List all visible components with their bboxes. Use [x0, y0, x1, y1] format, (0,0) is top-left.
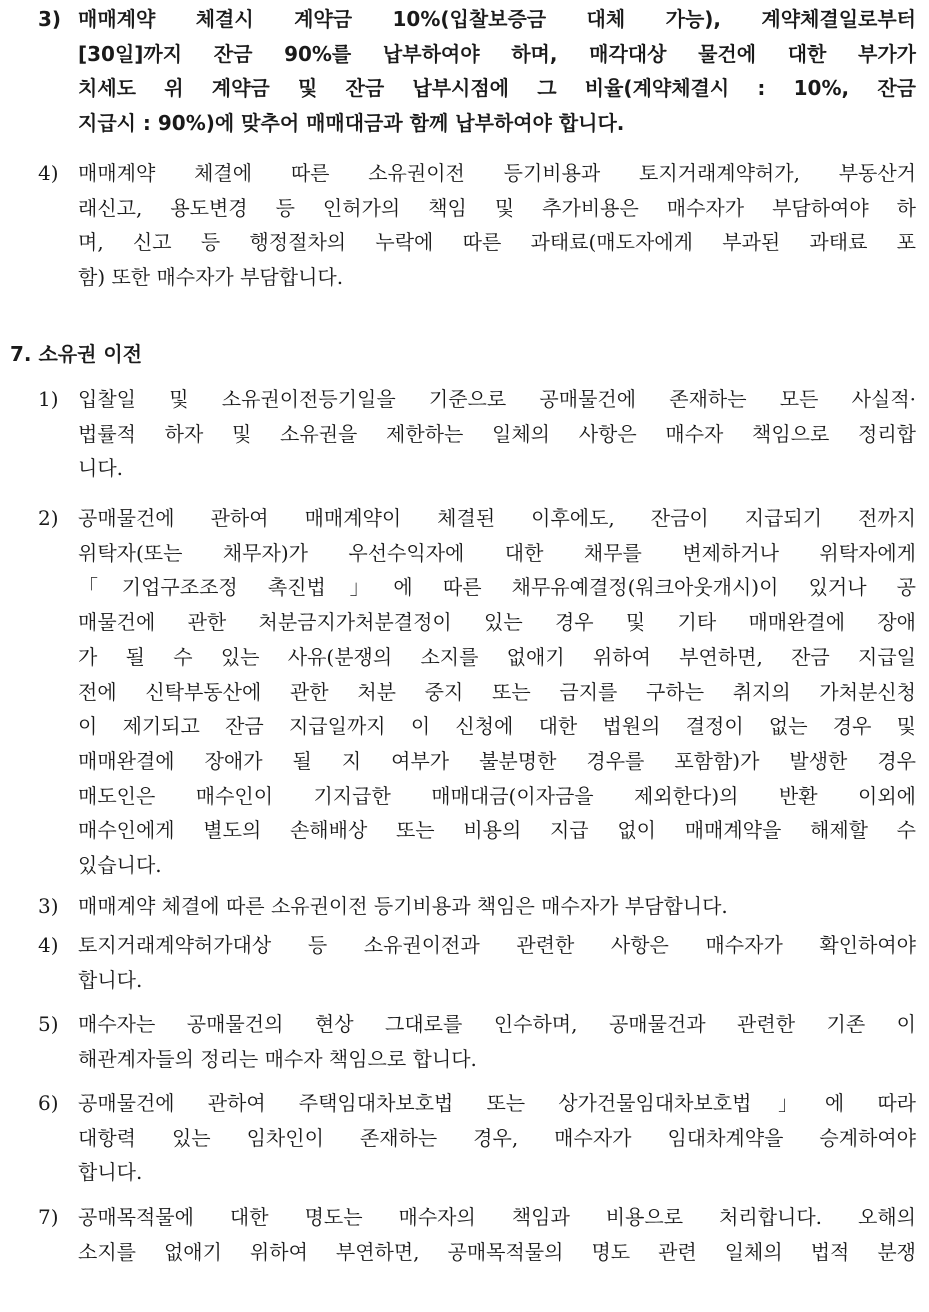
clause-number: 4): [38, 933, 59, 957]
clause-line: 니다.: [78, 456, 123, 481]
clause-line: 토지거래계약허가대상 등 소유권이전과 관련한 사항은 매수자가 확인하여야: [78, 933, 916, 957]
clause-line: 가 될 수 있는 사유(분쟁의 소지를 없애기 위하여 부연하면, 잔금 지급일: [78, 644, 916, 669]
clause-line: 래신고, 용도변경 등 인허가의 책임 및 추가비용은 매수자가 부담하여야 하: [78, 195, 916, 220]
section-heading: 7. 소유권 이전: [10, 342, 143, 366]
clause-line: 매매계약 체결에 따른 소유권이전 등기비용과 책임은 매수자가 부담합니다.: [78, 894, 728, 918]
section-clause-3: [38, 889, 916, 924]
clause-line: 합니다.: [78, 1160, 143, 1185]
clause-line: 매매계약 체결시 계약금 10%(입찰보증금 대체 가능), 계약체결일로부터: [78, 7, 916, 31]
clause-line: 입찰일 및 소유권이전등기일을 기준으로 공매물건에 존재하는 모든 사실적·: [78, 387, 916, 411]
clause-line: 법률적 하자 및 소유권을 제한하는 일체의 사항은 매수자 책임으로 정리합: [78, 421, 916, 446]
clause-line: 며, 신고 등 행정절차의 누락에 따른 과태료(매도자에게 부과된 과태료 포: [78, 230, 916, 255]
clause-number: 3): [38, 894, 59, 918]
clause-number: 3): [38, 7, 62, 31]
clause-line: 공매목적물에 대한 명도는 매수자의 책임과 비용으로 처리합니다. 오해의: [78, 1205, 916, 1229]
clause-line: 치세도 위 계약금 및 잔금 납부시점에 그 비율(계약체결시 : 10%, 잔금: [78, 76, 916, 101]
clause-number: 2): [38, 506, 59, 530]
clause-line: 전에 신탁부동산에 관한 처분 중지 또는 금지를 구하는 취지의 가처분신청: [78, 679, 916, 704]
clause-number: 7): [38, 1205, 59, 1229]
clause-line: 소지를 없애기 위하여 부연하면, 공매목적물의 명도 관련 일체의 법적 분쟁: [78, 1239, 916, 1264]
clause-line: 매매완결에 장애가 될 지 여부가 불분명한 경우를 포함함)가 발생한 경우: [78, 748, 916, 773]
section-clause-2: [38, 501, 916, 883]
section-clause-7: [38, 1200, 916, 1269]
clause-line: 「기업구조조정 촉진법」에 따른 채무유예결정(워크아웃개시)이 있거나 공: [78, 575, 916, 600]
clause-line: 매물건에 관한 처분금지가처분결정이 있는 경우 및 기타 매매완결에 장애: [78, 610, 916, 635]
clause-number: 5): [38, 1012, 59, 1036]
clause-line: 대항력 있는 임차인이 존재하는 경우, 매수자가 임대차계약을 승계하여야: [78, 1125, 916, 1150]
section-clause-6: [38, 1086, 916, 1190]
section-clause-1: [38, 382, 916, 486]
clause-number: 1): [38, 387, 59, 411]
clause-line: 매수자는 공매물건의 현상 그대로를 인수하며, 공매물건과 관련한 기존 이: [78, 1012, 916, 1036]
clause-line: 공매물건에 관하여 매매계약이 체결된 이후에도, 잔금이 지급되기 전까지: [78, 506, 916, 530]
clause-line: 위탁자(또는 채무자)가 우선수익자에 대한 채무를 변제하거나 위탁자에게: [78, 540, 916, 565]
clause-line: [30일]까지 잔금 90%를 납부하여야 하며, 매각대상 물건에 대한 부가가: [78, 41, 916, 66]
clause-line: 지급시 : 90%)에 맞추어 매매대금과 함께 납부하여야 합니다.: [78, 111, 625, 136]
clause-3-payment: [38, 2, 916, 141]
clause-line: 해관계자들의 정리는 매수자 책임으로 합니다.: [78, 1046, 477, 1071]
clause-number: 6): [38, 1091, 59, 1115]
clause-line: 이 제기되고 잔금 지급일까지 이 신청에 대한 법원의 결정이 없는 경우 및: [78, 714, 916, 739]
clause-line: 매수인에게 별도의 손해배상 또는 비용의 지급 없이 매매계약을 해제할 수: [78, 818, 916, 843]
section-clause-5: [38, 1007, 916, 1076]
clause-number: 4): [38, 161, 59, 185]
clause-line: 있습니다.: [78, 853, 162, 878]
clause-line: 매도인은 매수인이 기지급한 매매대금(이자금을 제외한다)의 반환 이외에: [78, 783, 916, 808]
clause-line: 매매계약 체결에 따른 소유권이전 등기비용과 토지거래계약허가, 부동산거: [78, 161, 916, 185]
section-clause-4: [38, 928, 916, 997]
clause-line: 함) 또한 매수자가 부담합니다.: [78, 265, 344, 290]
clause-line: 합니다.: [78, 967, 143, 992]
clause-line: 공매물건에 관하여 주택임대차보호법 또는 상가건물임대차보호법」에 따라: [78, 1091, 916, 1115]
clause-4-costs: [38, 156, 916, 295]
